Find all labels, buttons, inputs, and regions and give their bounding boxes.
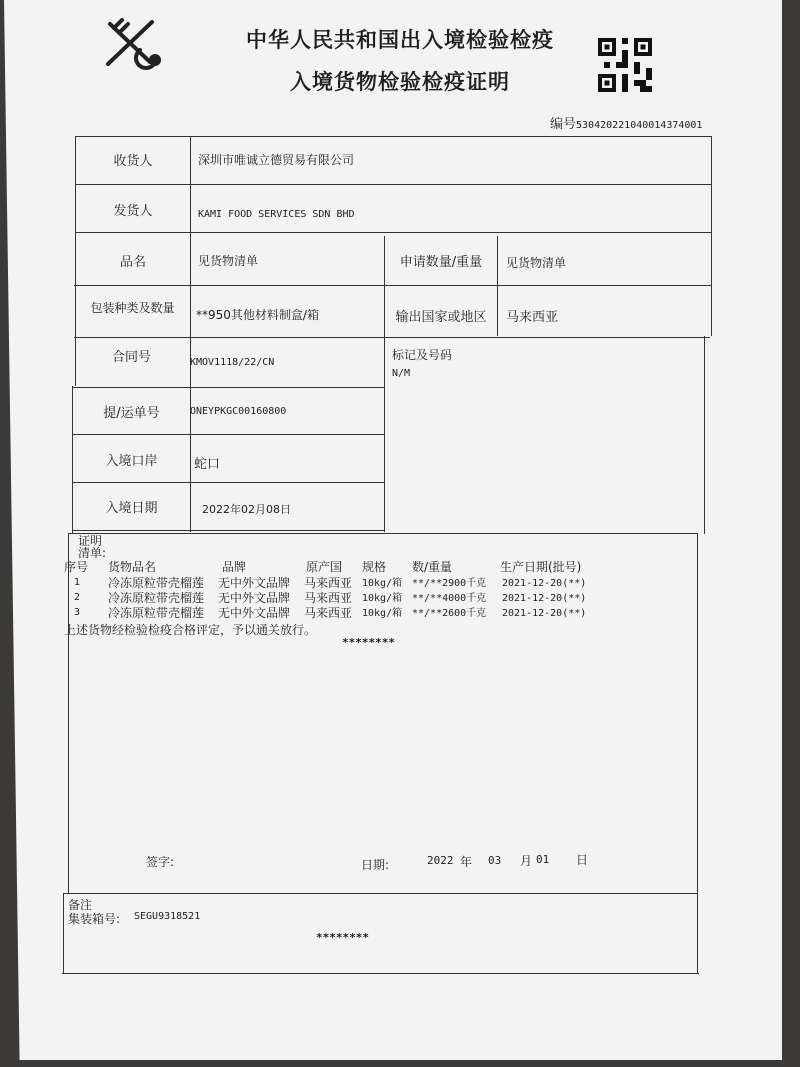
table-border <box>384 236 385 532</box>
table-border <box>68 533 698 534</box>
row-date: 2021-12-20(**) <box>502 578 587 589</box>
column-header-date: 生产日期(批号) <box>500 560 582 574</box>
row-date: 2021-12-20(**) <box>502 608 587 619</box>
bl-label: 提/运单号 <box>103 406 160 421</box>
sign-date-month-unit: 月 <box>520 854 533 868</box>
column-header-name: 货物品名 <box>108 560 157 574</box>
list-label: 清单: <box>78 546 107 560</box>
row-qty: **/**4000千克 <box>412 593 487 604</box>
sign-date-year-unit: 年 <box>460 855 473 869</box>
certificate-label: 证明 <box>78 534 103 548</box>
container-value: SEGU9318521 <box>134 911 201 922</box>
table-border <box>697 533 698 973</box>
row-brand: 无中外文品牌 <box>218 606 291 620</box>
table-border <box>63 893 64 974</box>
quantity-value: 见货物清单 <box>506 256 567 270</box>
quantity-label: 申请数量/重量 <box>399 255 483 270</box>
row-spec: 10kg/箱 <box>362 593 403 604</box>
container-label: 集装箱号: <box>68 912 121 926</box>
origin-value: 马来西亚 <box>506 310 559 325</box>
row-origin: 马来西亚 <box>304 606 353 620</box>
table-border <box>497 236 498 336</box>
consignee-label: 收货人 <box>113 154 153 169</box>
consignor-label: 发货人 <box>113 204 153 219</box>
table-border <box>74 337 710 338</box>
row-brand: 无中外文品牌 <box>218 576 291 590</box>
row-no: 2 <box>74 592 81 603</box>
entry-date-label: 入境日期 <box>105 501 158 516</box>
certificate-subtitle: 入境货物检验检疫证明 <box>290 70 510 94</box>
port-value: 蛇口 <box>194 457 221 472</box>
package-value: **950其他材料制盒/箱 <box>196 308 319 322</box>
column-header-spec: 规格 <box>362 560 387 574</box>
certificate-title: 中华人民共和国出入境检验检疫 <box>246 28 554 52</box>
row-brand: 无中外文品牌 <box>218 591 291 605</box>
remarks-stars: ******** <box>316 931 369 944</box>
row-origin: 马来西亚 <box>304 591 353 605</box>
certificate-stars: ******** <box>342 636 395 649</box>
port-label: 入境口岸 <box>105 454 158 469</box>
contract-value: KMOV1118/22/CN <box>190 357 275 368</box>
row-no: 3 <box>74 607 81 618</box>
consignee-value: 深圳市唯诚立德贸易有限公司 <box>198 153 355 167</box>
table-border <box>704 336 705 534</box>
sign-date-day-unit: 日 <box>576 853 589 867</box>
row-qty: **/**2900千克 <box>412 578 487 589</box>
serial-value: 530420221040014374001 <box>576 120 703 131</box>
origin-label: 输出国家或地区 <box>395 310 487 325</box>
serial-number <box>550 113 702 132</box>
marks-label: 标记及号码 <box>392 348 453 362</box>
sign-date-day: 01 <box>536 853 550 866</box>
package-label: 包装种类及数量 <box>90 301 175 315</box>
table-border <box>68 533 69 893</box>
table-border <box>62 973 699 974</box>
table-border <box>72 482 384 483</box>
column-header-no: 序号 <box>64 560 89 574</box>
consignor-value: KAMI FOOD SERVICES SDN BHD <box>198 209 355 220</box>
table-border <box>75 136 712 137</box>
table-border <box>72 530 384 531</box>
certificate-statement: 上述货物经检验检疫合格评定，予以通关放行。 <box>64 623 317 637</box>
marks-value: N/M <box>392 368 411 379</box>
row-name: 冷冻原粒带壳榴莲 <box>108 591 205 605</box>
sign-date-year: 2022 <box>427 854 454 867</box>
table-border <box>711 136 712 336</box>
product-label: 品名 <box>119 255 146 270</box>
product-value: 见货物清单 <box>198 254 259 268</box>
column-header-brand: 品牌 <box>222 560 247 574</box>
row-no: 1 <box>74 577 81 588</box>
entry-date-value: 2022年02月08日 <box>202 503 291 516</box>
bl-value: ONEYPKGC00160800 <box>190 406 287 417</box>
table-border <box>72 434 384 435</box>
row-name: 冷冻原粒带壳榴莲 <box>108 606 205 620</box>
table-border <box>72 387 384 388</box>
signature-label: 签字: <box>146 855 175 869</box>
table-border <box>74 285 711 286</box>
remarks-label: 备注 <box>68 898 93 912</box>
row-spec: 10kg/箱 <box>362 608 403 619</box>
contract-label: 合同号 <box>111 350 151 365</box>
table-border <box>190 136 191 532</box>
column-header-qty: 数/重量 <box>412 560 453 574</box>
row-date: 2021-12-20(**) <box>502 593 587 604</box>
table-border <box>75 232 712 233</box>
qr-code-icon <box>598 38 652 92</box>
serial-label: 编号 <box>550 117 577 132</box>
sign-date-month: 03 <box>488 854 502 867</box>
table-border <box>64 893 698 894</box>
table-border <box>75 184 712 185</box>
row-spec: 10kg/箱 <box>362 578 403 589</box>
row-qty: **/**2600千克 <box>412 608 487 619</box>
column-header-origin: 原产国 <box>306 560 343 574</box>
row-name: 冷冻原粒带壳榴莲 <box>108 576 205 590</box>
row-origin: 马来西亚 <box>304 576 353 590</box>
sign-date-label: 日期: <box>361 858 390 872</box>
